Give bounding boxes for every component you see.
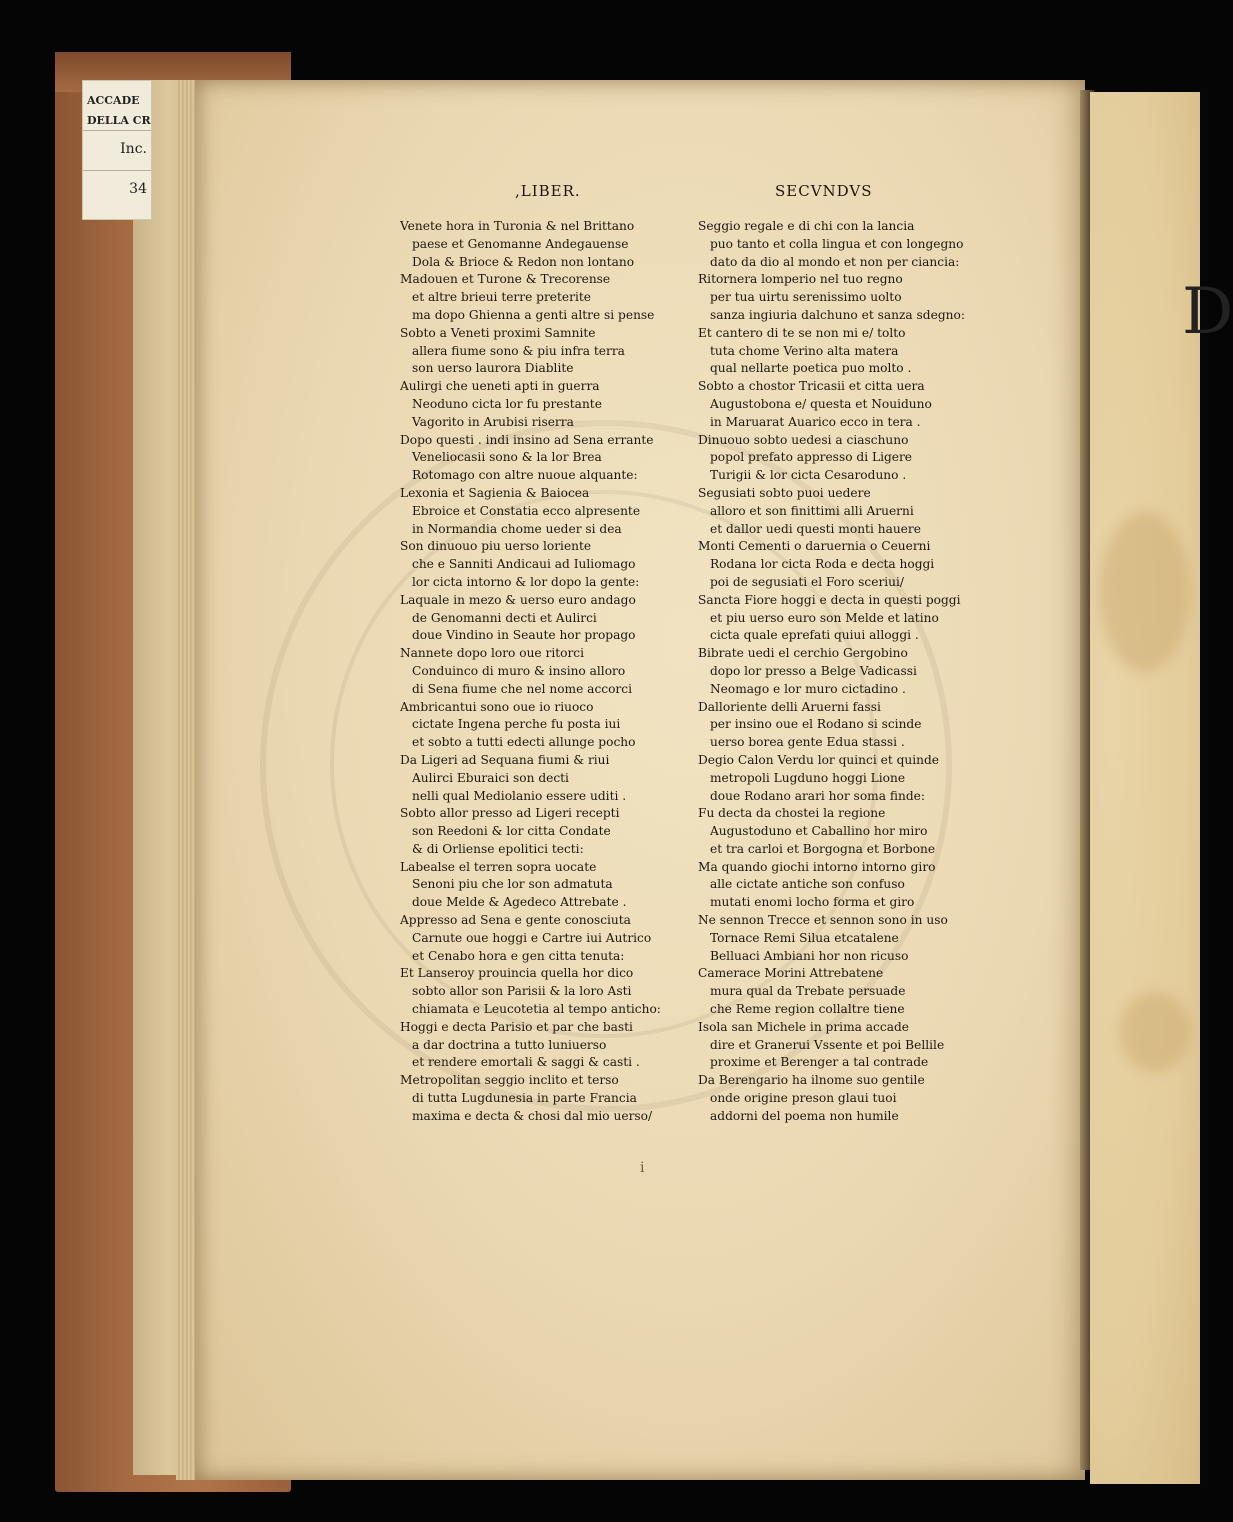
right-text-column [698,218,998,1126]
label-institution-line2: DELLA CR [87,114,151,127]
verse-line: Dopo questi . indi insino ad Sena errante [400,432,654,447]
verse-line: Bibrate uedi el cerchio Gergobino [698,646,908,661]
verse-line: Sancta Fiore hoggi e decta in questi poggi [698,592,961,607]
verse-line: Labealse el terren sopra uocate [400,859,597,874]
verse-line: tuta chome Verino alta matera [710,343,899,358]
label-institution [83,81,151,131]
verse-line: di tutta Lugdunesia in parte Francia [412,1091,637,1106]
verse-line: Dalloriente delli Aruerni fassi [698,699,881,714]
verse-line: et dallor uedi questi monti hauere [710,521,921,536]
verse-line: & di Orliense epolitici tecti: [412,841,584,856]
verse-line: Augustobona e/ questa et Nouiduno [710,396,932,411]
verse-line: Neoduno cicta lor fu prestante [412,396,602,411]
verse-line: Degio Calon Verdu lor quinci et quinde [698,752,940,767]
verse-line: Metropolitan seggio inclito et terso [400,1073,619,1088]
water-stain [1120,992,1190,1072]
verse-line: in Maruarat Auarico ecco in tera . [710,414,921,429]
verse-line: proxime et Berenger a tal contrade [710,1055,929,1070]
verse-line: Neomago e lor muro cictadino . [710,681,906,696]
verse-line: sobto allor son Parisii & la loro Asti [412,984,632,999]
verse-line: Ne sennon Trecce et sennon sono in uso [698,913,948,928]
verse-line: Sobto a chostor Tricasii et citta uera [698,379,925,394]
verse-line: Camerace Morini Attrebatene [698,966,884,981]
verse-line: dopo lor presso a Belge Vadicassi [710,663,917,678]
verse-line: in Normandia chome ueder si dea [412,521,622,536]
verse-line: et piu uerso euro son Melde et latino [710,610,939,625]
verse-line: Da Ligeri ad Sequana fiumi & riui [400,752,610,767]
verse-line: et tra carloi et Borgogna et Borbone [710,841,936,856]
verse-line: addorni del poema non humile [710,1108,899,1123]
verse-line: mutati enomi locho forma et giro [710,895,915,910]
verse-line: dire et Granerui Vssente et poi Bellile [710,1037,945,1052]
verse-line: Hoggi e decta Parisio et par che basti [400,1019,633,1034]
verse-line: Seggio regale e di chi con la lancia [698,219,915,233]
verse-line: onde origine preson glaui tuoi [710,1091,897,1106]
verse-line: lor cicta intorno & lor dopo la gente: [412,574,640,589]
verse-line: Madouen et Turone & Trecorense [400,272,611,287]
verse-line: Augustoduno et Caballino hor miro [710,824,928,839]
verse-line: Turigii & lor cicta Cesaroduno . [710,468,907,483]
verse-line: Monti Cementi o daruernia o Ceuerni [698,539,931,554]
verse-line: Conduinco di muro & insino alloro [412,663,626,678]
verse-line: di Sena fiume che nel nome accorci [412,681,632,696]
verse-line: Veneliocasii sono & la lor Brea [412,450,602,465]
water-stain [1100,512,1190,672]
verse-line: doue Melde & Agedeco Attrebate . [412,895,627,910]
verse-line: Belluaci Ambiani hor non ricuso [710,948,909,963]
verse-line: Rotomago con altre nuoue alquante: [412,468,638,483]
verse-line: poi de segusiati el Foro sceriui/ [710,574,905,589]
verse-line: allera fiume sono & piu infra terra [412,343,625,358]
verse-line: et altre brieui terre preterite [412,290,591,305]
verse-line: doue Vindino in Seaute hor propago [412,628,636,643]
verse-line: alle cictate antiche son confuso [710,877,905,892]
verse-line: per insino oue el Rodano si scinde [710,717,922,732]
right-page-initial: D [1182,275,1233,349]
verse-line: popol prefato appresso di Ligere [710,450,913,465]
verse-line: Ritornera lomperio nel tuo regno [698,272,903,287]
verse-line: Ma quando giochi intorno intorno giro [698,859,936,874]
label-collection: Inc. [83,131,151,171]
verse-line: puo tanto et colla lingua et con longegno [710,236,964,251]
verse-line: Nannete dopo loro oue ritorci [400,646,585,661]
running-head-right: SECVNDVS [775,182,873,200]
verse-line: Isola san Michele in prima accade [698,1019,909,1034]
verse-line: chiamata e Leucotetia al tempo anticho: [412,1002,661,1017]
verse-line: mura qual da Trebate persuade [710,984,906,999]
verse-line: Appresso ad Sena e gente conosciuta [400,913,631,928]
verse-line: Dola & Brioce & Redon non lontano [412,254,635,269]
page-edges [176,80,196,1480]
verse-line: alloro et son finittimi alli Aruerni [710,503,914,518]
verse-line: Carnute oue hoggi e Cartre iui Autrico [412,930,652,945]
verse-line: che e Sanniti Andicaui ad Iuliomago [412,557,636,572]
verse-line: Ambricantui sono oue io riuoco [400,699,594,714]
verse-line: che Reme region collaltre tiene [710,1002,905,1017]
verse-line: metropoli Lugduno hoggi Lione [710,770,906,785]
verse-line: per tua uirtu serenissimo uolto [710,290,902,305]
verse-line: Senoni piu che lor son admatuta [412,877,613,892]
verse-line: dato da dio al mondo et non per ciancia: [710,254,960,269]
running-head-left: ,LIBER. [515,182,581,200]
verse-line: de Genomanni decti et Aulirci [412,610,597,625]
verse-line: doue Rodano arari hor soma finde: [710,788,925,803]
verse-line: a dar doctrina a tutto luniuerso [412,1037,607,1052]
verse-line: cicta quale eprefati quiui alloggi . [710,628,919,643]
verse-line: Ebroice et Constatia ecco alpresente [412,503,641,518]
verse-line: cictate Ingena perche fu posta iui [412,717,621,732]
verse-line: Lexonia et Sagienia & Baiocea [400,485,590,500]
verse-line: Sobto a Veneti proximi Samnite [400,325,596,340]
verse-line: Aulirci Eburaici son decti [412,770,569,785]
verse-line: maxima e decta & chosi dal mio uerso/ [412,1108,653,1123]
library-label [82,80,152,220]
verse-line: Da Berengario ha ilnome suo gentile [698,1073,925,1088]
verse-line: Vagorito in Arubisi riserra [412,414,574,429]
verse-line: et Cenabo hora e gen citta tenuta: [412,948,625,963]
verse-line: Et Lanseroy prouincia quella hor dico [400,966,634,981]
verse-line: qual nellarte poetica puo molto . [710,361,912,376]
verse-line: ma dopo Ghienna a genti altre si pense [412,307,655,322]
verse-line: et sobto a tutti edecti allunge pocho [412,735,636,750]
verse-line: Tornace Remi Silua etcatalene [710,930,899,945]
label-institution-line1: ACCADE [87,94,140,107]
left-text-column [400,218,700,1126]
verse-line: Aulirgi che ueneti apti in guerra [400,379,600,394]
verse-line: uerso borea gente Edua stassi . [710,735,905,750]
verse-line: son Reedoni & lor citta Condate [412,824,611,839]
verse-line: Fu decta da chostei la regione [698,806,886,821]
verse-line: nelli qual Mediolanio essere uditi . [412,788,627,803]
label-shelf-number: 34 [129,181,147,197]
verse-line: Segusiati sobto puoi uedere [698,485,871,500]
verse-line: paese et Genomanne Andegauense [412,236,629,251]
verse-line: Son dinuouo piu uerso loriente [400,539,592,554]
verse-line: son uerso laurora Diablite [412,361,574,376]
verse-line: Et cantero di te se non mi e/ tolto [698,325,906,340]
signature-mark: i [640,1160,645,1176]
verse-line: Sobto allor presso ad Ligeri recepti [400,806,620,821]
verse-line: et rendere emortali & saggi & casti . [412,1055,640,1070]
verse-line: Laquale in mezo & uerso euro andago [400,592,636,607]
verse-line: Rodana lor cicta Roda e decta hoggi [710,557,935,572]
verse-line: sanza ingiuria dalchuno et sanza sdegno: [710,307,965,322]
verse-line: Dinuouo sobto uedesi a ciaschuno [698,432,909,447]
verse-line: Venete hora in Turonia & nel Brittano [400,219,635,233]
